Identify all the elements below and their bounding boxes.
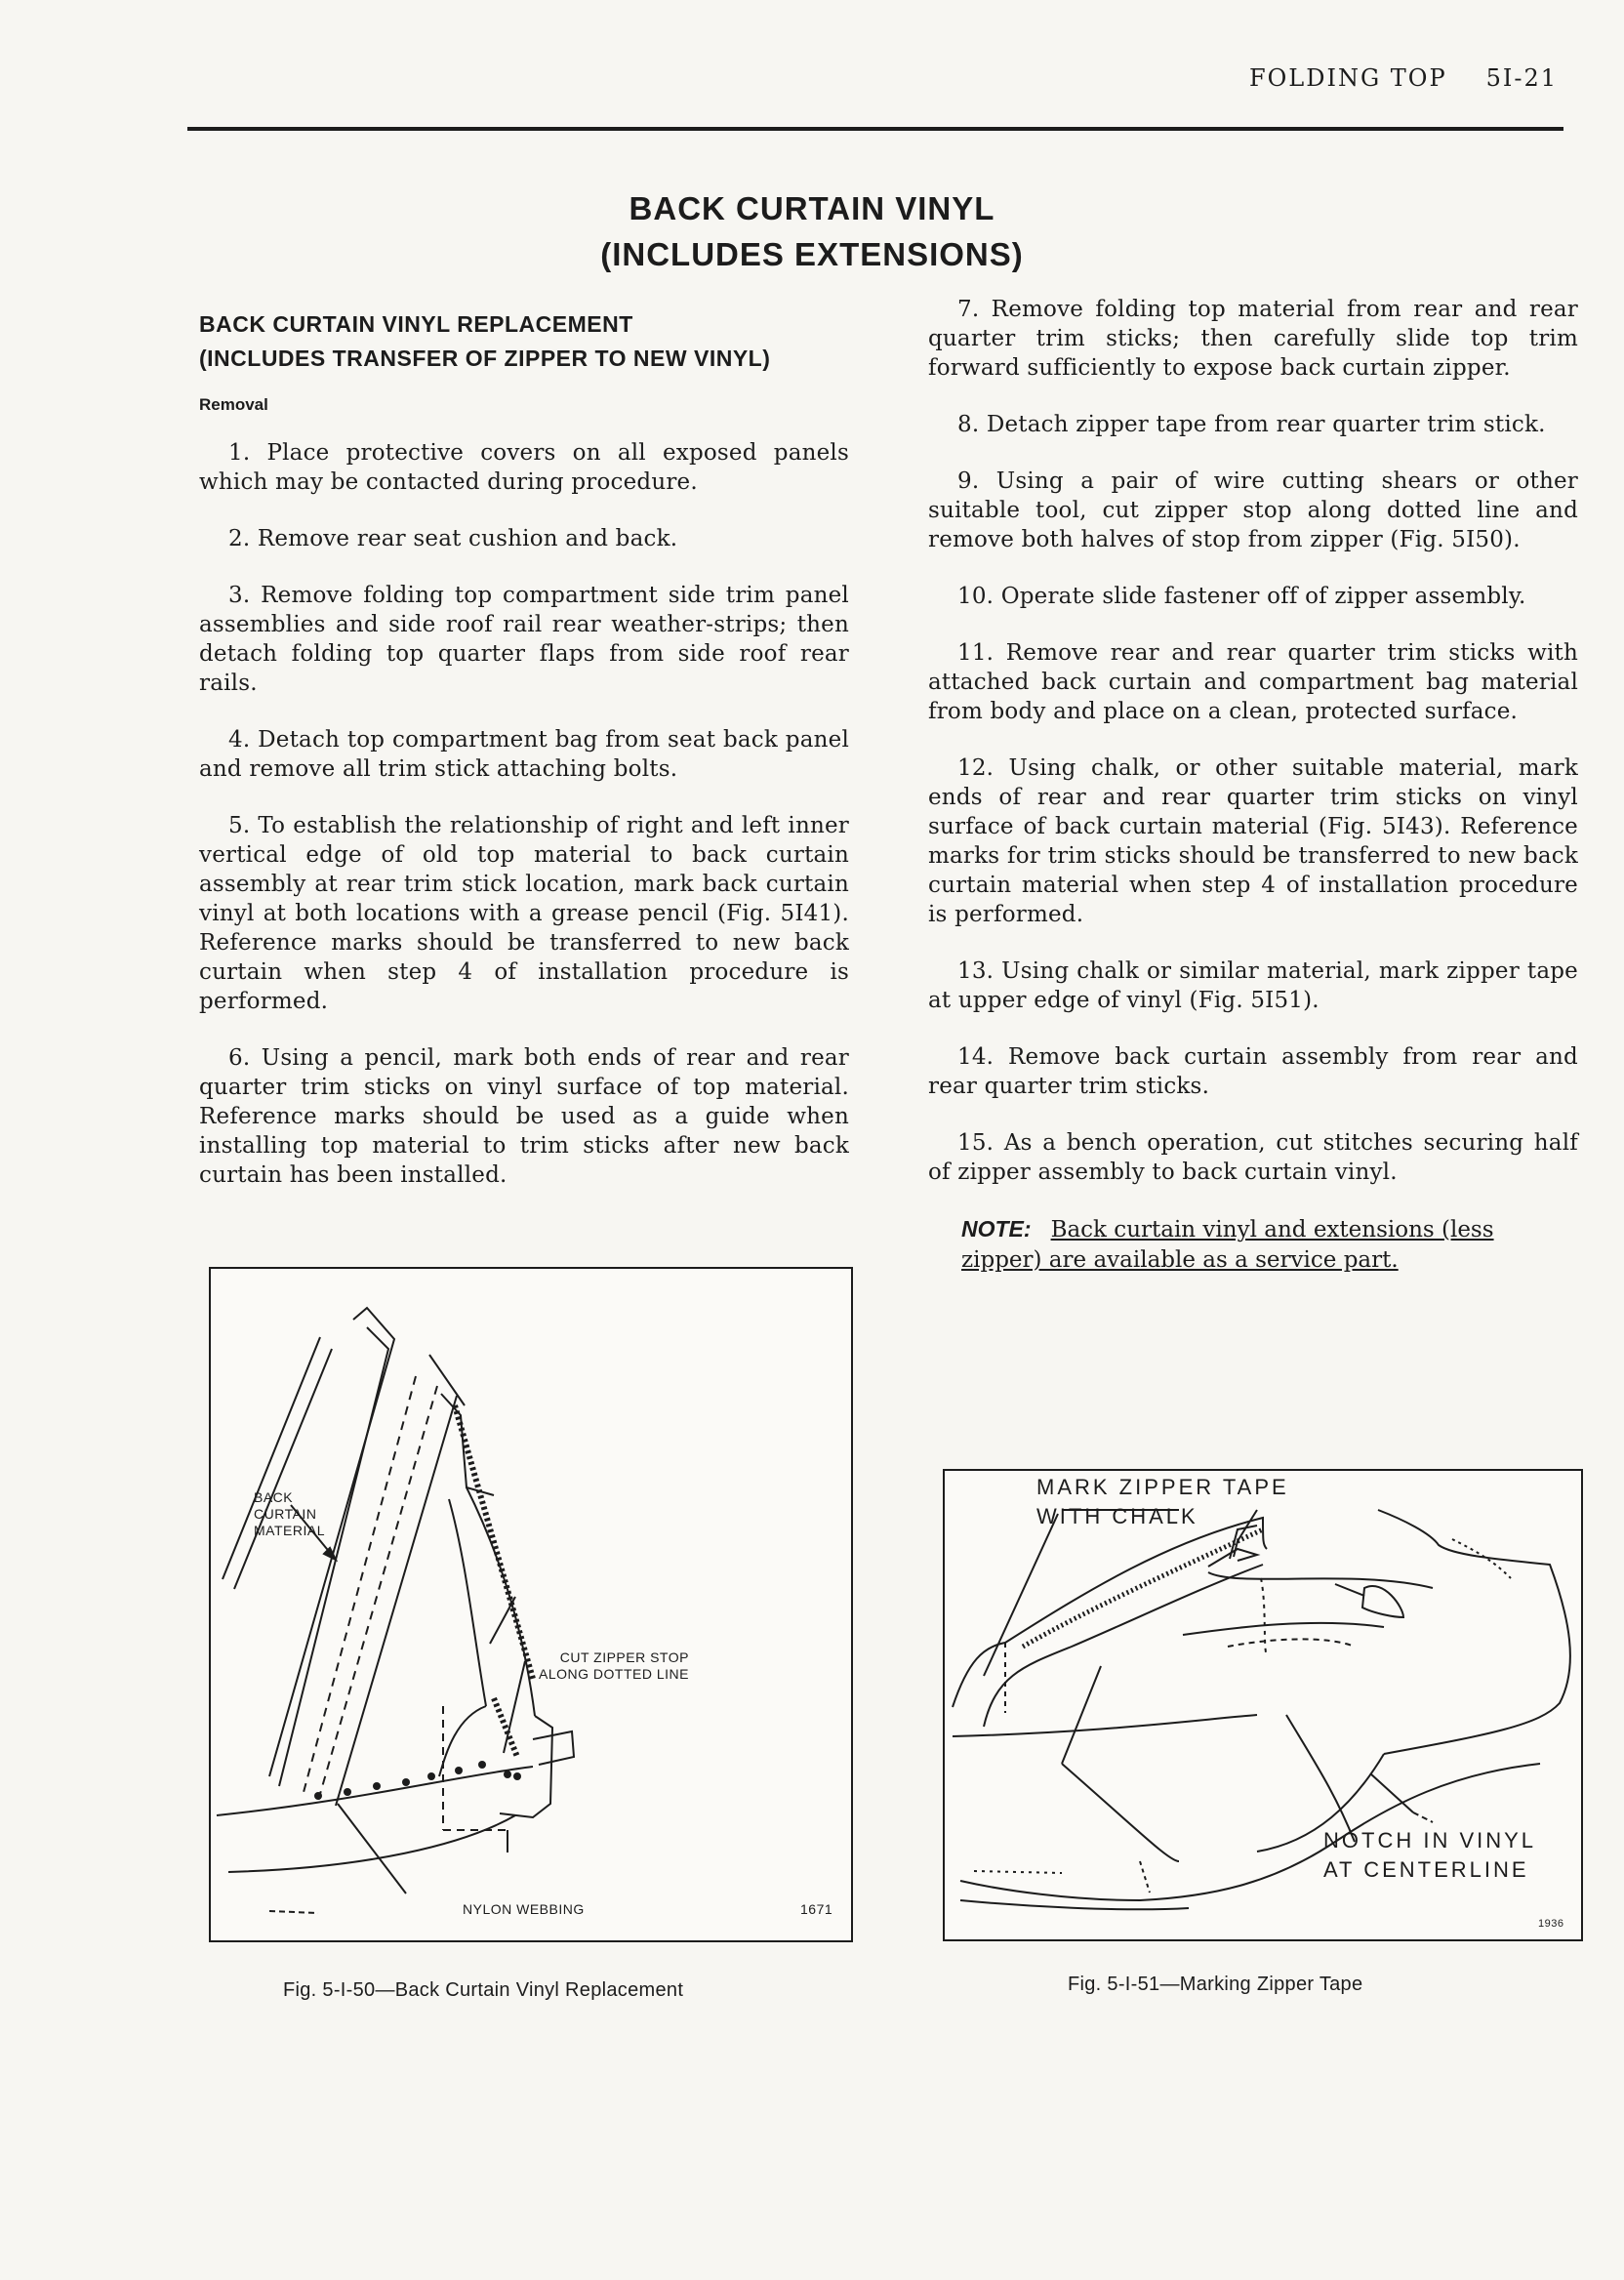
back-curtain-label-line-3: MATERIAL	[254, 1523, 325, 1538]
cut-zipper-stop-line-2: ALONG DOTTED LINE	[539, 1666, 689, 1682]
figure-number: 1936	[1538, 1918, 1564, 1930]
step-12: 12. Using chalk, or other suitable material, mark ends of rear and rear quarter trim sticks on vinyl surface of back curtain material (Fig. 5I43). Reference marks for trim sticks should be transferred to new back curtain material when step 4 of installation procedure is performed.	[928, 755, 1578, 927]
cut-zipper-stop-label	[539, 1649, 689, 1683]
step-7: 7. Remove folding top material from rear and rear quarter trim sticks; then carefully slide top trim forward sufficiently to expose back curtain zipper.	[928, 297, 1578, 381]
step-4: 4. Detach top compartment bag from seat back panel and remove all trim stick attaching bolts.	[199, 727, 849, 782]
mark-zipper-tape-label	[1036, 1473, 1289, 1531]
left-column	[199, 307, 849, 1217]
step-8: 8. Detach zipper tape from rear quarter trim stick.	[957, 412, 1546, 437]
step-3: 3. Remove folding top compartment side trim panel assemblies and side roof rail rear weather-strips; then detach folding top quarter flaps from side roof rear rails.	[199, 583, 849, 696]
mark-zipper-tape-line-1: MARK ZIPPER TAPE	[1036, 1475, 1289, 1499]
notch-in-vinyl-line-2: AT CENTERLINE	[1323, 1857, 1529, 1882]
header-rule	[187, 127, 1563, 131]
page-title	[0, 185, 1624, 277]
step-1: 1. Place protective covers on all exposed panels which may be contacted during procedure.	[199, 440, 849, 495]
figure-back-curtain-replacement	[209, 1267, 853, 1942]
section-subheading: (INCLUDES TRANSFER OF ZIPPER TO NEW VINYL)	[199, 346, 771, 371]
step-13: 13. Using chalk or similar material, mark zipper tape at upper edge of vinyl (Fig. 5I51).	[928, 958, 1578, 1013]
page-number: 5I-21	[1485, 64, 1558, 92]
step-10: 10. Operate slide fastener off of zipper assembly.	[957, 584, 1526, 609]
section-name: FOLDING TOP	[1248, 64, 1447, 92]
right-column	[928, 295, 1578, 1276]
back-curtain-label	[254, 1489, 325, 1539]
back-curtain-label-line-2: CURTAIN	[254, 1506, 317, 1522]
step-6: 6. Using a pencil, mark both ends of rear and rear quarter trim sticks on vinyl surface of top material. Reference marks should be used as a guide when installing top material to trim sticks after new back curtain has been installed.	[199, 1045, 849, 1188]
note-text: Back curtain vinyl and extensions (less zipper) are available as a service part.	[961, 1217, 1494, 1273]
cut-zipper-stop-line-1: CUT ZIPPER STOP	[559, 1649, 689, 1665]
step-9: 9. Using a pair of wire cutting shears or other suitable tool, cut zipper stop along dotted line and remove both halves of stop from zipper (Fig. 5I50).	[928, 468, 1578, 552]
note-label: NOTE:	[961, 1216, 1032, 1242]
step-11: 11. Remove rear and rear quarter trim sticks with attached back curtain and compartment bag material from body and place on a clean, protected surface.	[928, 640, 1578, 724]
figure-caption-51: Fig. 5-I-51—Marking Zipper Tape	[1068, 1974, 1363, 1995]
step-15: 15. As a bench operation, cut stitches securing half of zipper assembly to back curtain vinyl.	[928, 1130, 1578, 1185]
step-2: 2. Remove rear seat cushion and back.	[228, 526, 678, 551]
back-curtain-illustration	[211, 1269, 851, 1940]
step-14: 14. Remove back curtain assembly from rear and rear quarter trim sticks.	[928, 1044, 1578, 1099]
figure-number: 1671	[800, 1901, 833, 1917]
page-header	[1249, 64, 1558, 92]
nylon-webbing-label: NYLON WEBBING	[463, 1901, 585, 1917]
title-line-1: BACK CURTAIN VINYL	[629, 190, 995, 226]
mark-zipper-tape-line-2: WITH CHALK	[1036, 1504, 1198, 1528]
figure-marking-zipper-tape	[943, 1469, 1583, 1941]
figure-caption-50: Fig. 5-I-50—Back Curtain Vinyl Replacement	[283, 1979, 684, 2001]
title-line-2: (INCLUDES EXTENSIONS)	[600, 236, 1024, 272]
back-curtain-label-line-1: BACK	[254, 1489, 294, 1505]
step-5: 5. To establish the relationship of right and left inner vertical edge of old top material to back curtain assembly at rear trim stick location, mark back curtain vinyl at both locations with a grease pencil (Fig. 5I41). Reference marks should be transferred to new back curtain when step 4 of installation procedure is performed.	[199, 813, 849, 1014]
notch-in-vinyl-line-1: NOTCH IN VINYL	[1323, 1828, 1537, 1852]
service-note	[928, 1214, 1578, 1276]
removal-heading: Removal	[199, 395, 268, 414]
section-heading: BACK CURTAIN VINYL REPLACEMENT	[199, 311, 633, 337]
notch-in-vinyl-label	[1323, 1826, 1536, 1885]
